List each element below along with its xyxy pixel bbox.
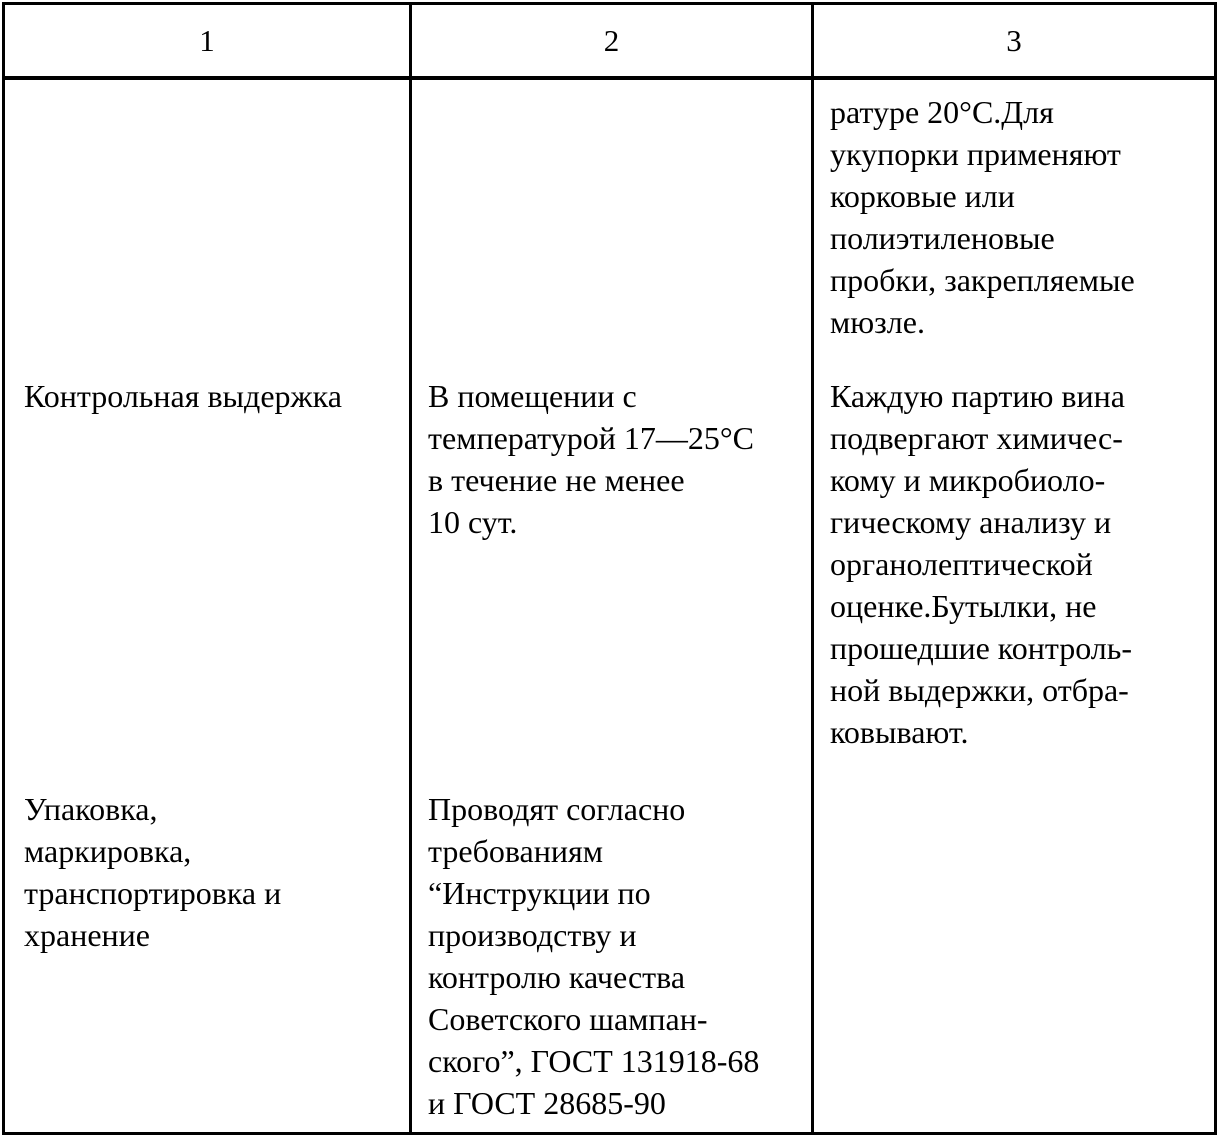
spec-table bbox=[2, 2, 1217, 1135]
column-divider-2 bbox=[811, 5, 814, 1132]
row-1-col-3: Каждую партию вина подвергают химичес- кому и микробиоло- гическому анализу и органолептической оценке.Бутылки, не прошедшие контроль- ной выдержки, отбра- ковывают. bbox=[830, 378, 1133, 750]
row-1-col-1: Контрольная выдержка bbox=[24, 378, 342, 414]
header-col-2: 2 bbox=[603, 23, 620, 58]
column-divider-1 bbox=[409, 5, 412, 1132]
continuation-col-3: ратуре 20°С.Для укупорки применяют корковые или полиэтиленовые пробки, закрепляемые мюзле. bbox=[830, 94, 1135, 340]
header-col-3: 3 bbox=[1006, 23, 1022, 58]
header-col-1: 1 bbox=[199, 23, 215, 58]
row-2-col-1: Упаковка, маркировка, транспортировка и хранение bbox=[24, 791, 282, 953]
row-1-col-2: В помещении с температурой 17—25°С в течение не менее 10 сут. bbox=[428, 378, 754, 540]
row-2-col-2: Проводят согласно требованиям “Инструкции по производству и контролю качества Советского шампан- ского”, ГОСТ 131918-68 и ГОСТ 28685-90 bbox=[428, 791, 760, 1121]
